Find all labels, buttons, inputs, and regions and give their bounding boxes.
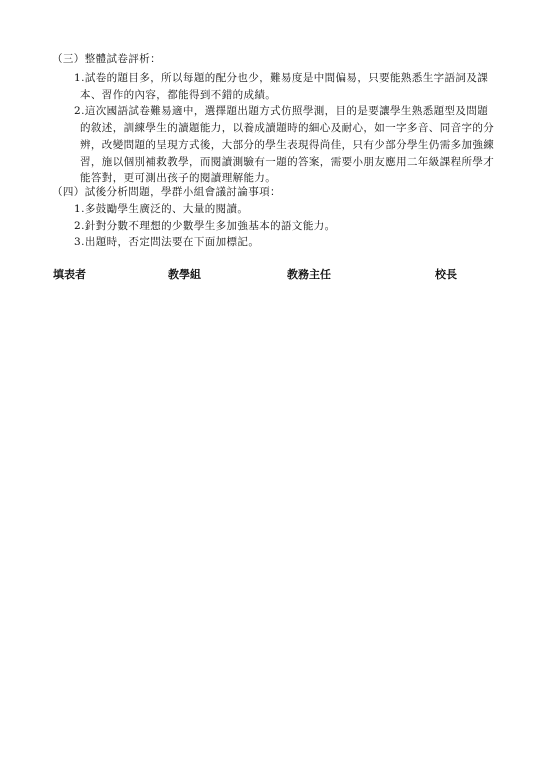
section-3-item-2-line-2: 的敘述，訓練學生的讀題能力，以養成讀題時的細心及耐心，如一字多音、同音字的分: [80, 122, 495, 134]
section-4-item-3: 3.出題時，否定問法要在下面加標記。: [74, 236, 260, 248]
section-3-title: （三）整體試卷評析：: [52, 53, 161, 65]
signature-row: [0, 266, 543, 286]
signature-principal: 校長: [435, 268, 457, 281]
signature-teaching-group: 教學組: [168, 268, 201, 281]
section-4-title: （四）試後分析問題，學群小組會議討論事項：: [52, 186, 281, 198]
section-4-item-1: 1.多鼓勵學生廣泛的、大量的閱讀。: [74, 203, 249, 215]
section-3-item-1-line-1: 1.試卷的題目多，所以每題的配分也少，難易度是中間偏易，只要能熟悉生字語詞及課: [74, 72, 489, 84]
section-4-item-2: 2.針對分數不理想的少數學生多加強基本的語文能力。: [74, 220, 336, 232]
signature-filler: 填表者: [53, 268, 86, 281]
signature-academic-director: 教務主任: [287, 268, 331, 281]
section-3-item-2-line-5: 能答對，更可測出孩子的閱讀理解能力。: [80, 172, 277, 184]
section-3-item-2-line-3: 辨，改變問題的呈現方式後，大部分的學生表現得尚佳，只有少部分學生仍需多加強練: [80, 139, 495, 151]
section-3-item-1-line-2: 本、習作的內容，都能得到不錯的成績。: [80, 89, 277, 101]
section-3-item-2-line-1: 2.這次國語試卷難易適中，選擇題出題方式仿照學測，目的是要讓學生熟悉題型及問題: [74, 105, 489, 117]
section-3-item-2-line-4: 習，施以個別補救教學，而閱讀測驗有一題的答案，需要小朋友應用二年級課程所學才: [80, 156, 495, 168]
